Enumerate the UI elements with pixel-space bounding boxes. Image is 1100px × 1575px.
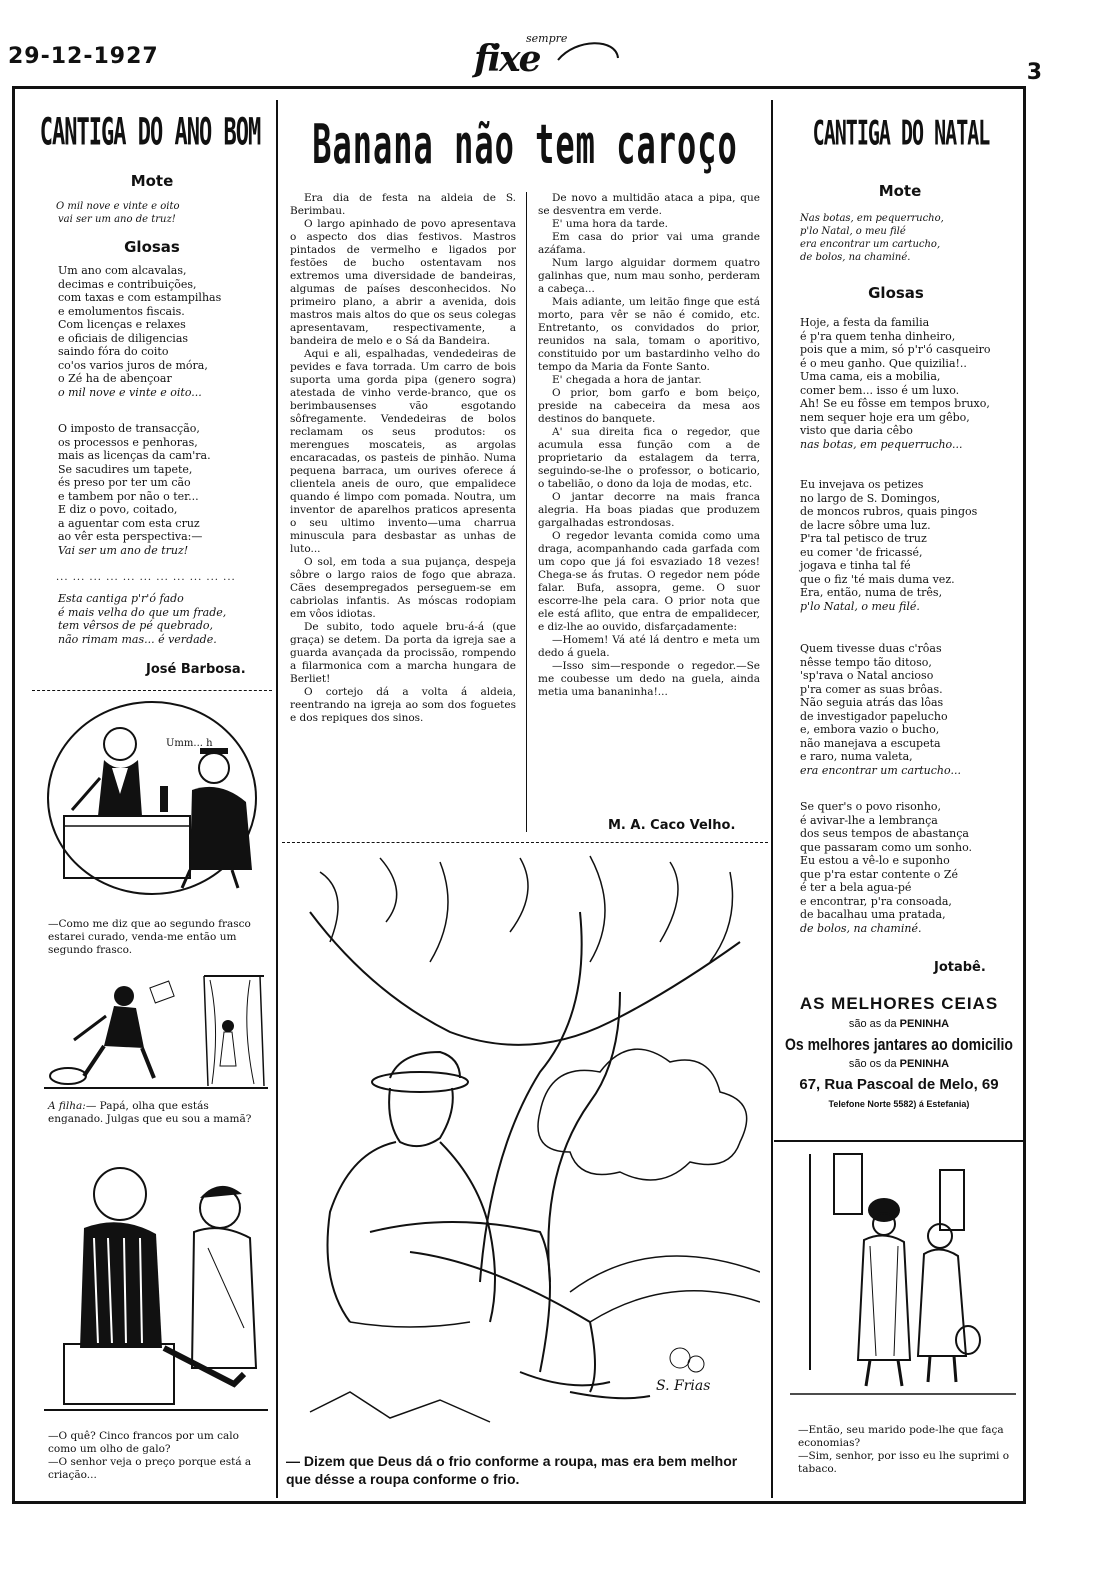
verse-line: que passaram como um sonho. (800, 840, 973, 854)
verse-line: era encontrar um cartucho... (800, 763, 961, 777)
verse-line: p'lo Natal, o meu filé. (800, 599, 920, 613)
article-paragraph: Num largo alguidar dormem quatro galinhas que, num mau sonho, perderam a cabeça... (538, 257, 760, 295)
verse-line: pois que a mim, só p'r'ó casqueiro (800, 343, 991, 356)
right-stanza-2 (800, 478, 1016, 613)
verse-line: não rimam mas... é verdade. (58, 632, 217, 646)
right-glosas-heading: Glosas (868, 284, 924, 302)
article-paragraph: O prior, bom garfo e bom beiço, preside na cabeceira da mesa aos destinos do banquete. (538, 387, 760, 425)
ad-headline: AS MELHORES CEIAS (799, 994, 999, 1013)
article-paragraph: E' chegada a hora de jantar. (552, 374, 702, 386)
verse-line: e emolumentos fiscais. (58, 304, 185, 318)
verse-line: jogava e tinha tal fé (800, 559, 911, 572)
verse-line: nas botas, em pequerrucho... (800, 437, 963, 451)
article-paragraph: O sol, em toda a sua pujança, despeja sôbre o largo raios de fogo que abraza. Cães desempregados perseguem-se em cabriolas infantis. As móscas rodopiam em vôos idiotas. (290, 556, 516, 620)
verse-line: Se quer's o povo risonho, (800, 800, 942, 813)
verse-line: decimas e contribuições, (58, 277, 197, 291)
newspaper-logo (466, 32, 626, 80)
left-stanza-2 (58, 422, 270, 557)
verse-line: Era, então, numa de três, (800, 586, 943, 599)
verse-line: de bolos, na chaminé. (800, 921, 922, 935)
verse-line: no largo de S. Domingos, (800, 491, 941, 505)
column-rule-left (276, 100, 278, 1498)
left-divider (32, 690, 272, 693)
verse-line: visto que daria cêbo (800, 424, 913, 437)
verse-line: nêsse tempo tão ditoso, (800, 655, 932, 669)
article-paragraph: Mais adiante, um leitão finge que está morto, para vêr se não é comido, etc. Entretanto, os convidados do prior, reunidos na sala, tomam o aporitivo, constituido por um bastardinho velho do tempo da Maria da Fonte Santo. (538, 296, 760, 373)
left-stanza-1 (58, 264, 270, 399)
left-author: José Barbosa. (146, 662, 246, 677)
article-column-2 (538, 192, 760, 699)
verse-line: que o fiz 'té mais duma vez. (800, 572, 955, 586)
caption-speaker: A filha: (48, 1100, 86, 1112)
man-under-tree-illustration (290, 852, 760, 1442)
verse-line: Um ano com alcavalas, (58, 264, 187, 277)
logo-swash-icon (466, 32, 626, 76)
logo-wordmark: fixe (474, 38, 540, 80)
mote-line: de bolos, na chaminé. (800, 252, 911, 263)
verse-line: Com licenças e relaxes (58, 318, 186, 331)
cartoon-cold-man (290, 852, 760, 1442)
article-paragraph: —Homem! Vá até lá dentro e meta um dedo á guela. (538, 634, 760, 659)
caption-line: —Sim, senhor, por isso eu lhe suprimi o tabaco. (798, 1450, 1010, 1475)
verse-line: o Zé ha de abençoar (58, 372, 172, 385)
verse-line: dos seus tempos de abastança (800, 827, 969, 840)
article-paragraph: Em casa do prior vai uma grande azáfama. (538, 231, 760, 256)
article-paragraph: E' uma hora da tarde. (552, 218, 668, 230)
article-paragraph: —Isso sim—responde o regedor.—Se me coubesse um dedo na guela, ainda metia uma bananinha!... (538, 660, 760, 698)
article-paragraph: Era dia de festa na aldeia de S. Berimbau. (290, 192, 516, 217)
verse-line: de bacalhau uma pratada, (800, 908, 946, 921)
left-title: CANTIGA DO ANO BOM (39, 112, 261, 155)
article-paragraph: Aqui e ali, espalhadas, vendedeiras de pevides e fava torrada. Um carro de bois suporta uma gorda pipa (genero sogra) atestada de vinho verde-branco, que os berimbausenses vão esgotando sôfregamente. Vendedeiras de bolos reclamam os seus produtos: os merengues moscateis, as argolas encaracadas, os pasteis de pinhão. Numa pequena barraca, um ourives oferece á clientela aneis de ouro, que empalidece quando é limpo com pomada. Noutra, um inventor de aparelhos praticos apresenta o seu ultimo invento—uma charrua minuscula para desbastar as unhas de luto... (290, 348, 516, 555)
verse-line: é avivar-lhe a lembrança (800, 813, 938, 827)
verse-line: Eu estou a vê-lo e suponho (800, 854, 950, 867)
verse-line: os processos e penhoras, (58, 435, 198, 449)
verse-line: Não seguia atrás das lôas (800, 696, 944, 709)
verse-line: comer bem... isso é um luxo. (800, 383, 960, 397)
caption-line: —O senhor veja o preço porque está a criação... (48, 1456, 252, 1481)
article-author: M. A. Caco Velho. (608, 818, 736, 833)
right-caption (798, 1424, 1014, 1476)
left-mote-heading: Mote (130, 172, 174, 190)
mote-line: p'lo Natal, o meu filé (800, 226, 906, 237)
right-stanza-3 (800, 642, 1016, 777)
ad-text: são os da (848, 1058, 900, 1070)
page-number: 3 (1026, 60, 1042, 85)
right-divider (774, 1140, 1024, 1142)
verse-line: e, embora vazio o bucho, (800, 723, 940, 736)
verse-line: eu comer 'de fricassé, (800, 545, 923, 559)
article-paragraph: O cortejo dá a volta á aldeia, reentrando na igreja ao som dos foguetes e dos repiques dos sinos. (290, 686, 516, 724)
bedroom-scene-illustration (44, 966, 268, 1092)
verse-line: e encontrar, p'ra consoada, (800, 894, 952, 908)
verse-line: Hoje, a festa da familia (800, 316, 930, 329)
issue-date: 29-12-1927 (8, 44, 159, 69)
verse-line: saindo fóra do coito (58, 345, 169, 358)
ad-telephone: Telefone Norte 5582) á Estefania) (828, 1099, 970, 1109)
verse-line: Quem tivesse duas c'rôas (800, 642, 942, 655)
verse-line: és preso por ter um cão (58, 476, 191, 489)
verse-line: a aguentar com esta cruz (58, 516, 200, 530)
shop-counter-illustration (42, 698, 262, 898)
article-column-rule (526, 192, 527, 832)
verse-line: é o meu ganho. Que quizilia!.. (800, 356, 967, 370)
verse-line: 'sp'rava o Natal ancioso (800, 669, 934, 682)
verse-line: p'ra comer as suas brôas. (800, 682, 943, 696)
article-paragraph: De novo a multidão ataca a pipa, que se desventra em verde. (538, 192, 760, 217)
verse-line: com taxas e com estampilhas (58, 291, 222, 304)
cartoon-shop-counter (42, 698, 262, 898)
verse-line: e tambem por não o ter... (58, 489, 199, 503)
center-caption: — Dizem que Deus dá o frio conforme a roupa, mas era bem melhor que désse a roupa conforme o frio. (286, 1453, 738, 1487)
verse-line: de lacre sôbre uma luz. (800, 518, 931, 532)
cartoon-couple-street (790, 1150, 1016, 1412)
left-caption-1: —Como me diz que ao segundo frasco estarei curado, venda-me então um segundo frasco. (48, 918, 251, 956)
verse-line: Eu invejava os petizes (800, 478, 924, 491)
right-title: CANTIGA DO NATAL (812, 112, 990, 153)
verse-line: Uma cama, eis a mobilia, (800, 370, 941, 383)
logo-tagline: sempre (526, 32, 568, 45)
right-stanza-1 (800, 316, 1016, 451)
article-paragraph: A' sua direita fica o regedor, que acumula essa função com a de proprietario da estalagem da terra, seguindo-se-lhe o professor, o boticario, o tabelião, o dono da loja de modas, etc. (538, 426, 760, 490)
cartoon-mistaken-daughter (44, 966, 268, 1092)
article-paragraph: O jantar decorre na mais franca alegria. Ha boas piadas que produzem gargalhadas estrondosas. (538, 491, 760, 529)
ad-brand: PENINHA (899, 1058, 950, 1070)
verse-line: ao vêr esta perspectiva:— (58, 530, 203, 543)
verse-line: de moncos rubros, quais pingos (800, 505, 978, 518)
verse-line: E diz o povo, coitado, (58, 503, 178, 516)
verse-line: de investigador papelucho (800, 709, 948, 723)
verse-line: co'os varios juros de móra, (58, 358, 208, 372)
cartoon-speech: Umm... h (166, 738, 213, 749)
caption-line: —Então, seu marido pode-lhe que faça economias? (798, 1424, 1004, 1449)
center-title: Banana não tem caroço (312, 112, 738, 177)
right-mote-heading: Mote (878, 182, 922, 200)
verse-line: e raro, numa valeta, (800, 750, 913, 763)
ad-text: são as da (848, 1018, 900, 1030)
verse-line: Se sacudires um tapete, (58, 462, 193, 476)
left-caption-3 (48, 1430, 264, 1482)
verse-line: que p'ra estar contente o Zé (800, 867, 958, 881)
verse-line: é mais velha do que um frade, (58, 605, 227, 619)
verse-line: mais as licenças da cam'ra. (58, 449, 211, 462)
mote-line: vai ser um ano de truz! (58, 214, 176, 225)
column-rule-right (771, 100, 773, 1498)
left-stanza-3 (58, 592, 270, 646)
verse-line: O imposto de transacção, (58, 422, 200, 435)
verse-line: tem vêrsos de pé quebrado, (58, 619, 213, 632)
verse-line: Esta cantiga p'r'ó fado (58, 592, 184, 605)
left-caption-2 (48, 1100, 264, 1126)
peninha-advert (774, 990, 1024, 1138)
left-glosas-heading: Glosas (124, 238, 180, 256)
verse-line: não manejava a escupeta (800, 736, 941, 750)
ad-address: 67, Rua Pascoal de Melo, 69 (799, 1076, 999, 1093)
right-stanza-4 (800, 800, 1016, 935)
chiropodist-illustration (44, 1148, 268, 1416)
verse-line: e oficiais de diligencias (58, 331, 189, 345)
left-mote (56, 200, 266, 226)
left-dots-divider: ... ... ... ... ... ... ... ... ... ... ... (56, 572, 236, 583)
verse-line: Vai ser um ano de truz! (58, 543, 189, 557)
mote-line: O mil nove e vinte e oito (56, 201, 180, 212)
verse-line: é ter a bela agua-pé (800, 881, 912, 894)
mote-line: Nas botas, em pequerrucho, (800, 213, 944, 224)
article-paragraph: De subito, todo aquele bru-á-á (que graça) se detem. Da porta da igreja sae a guarda avançada da procissão, rompendo a filarmonica com a marcha hungara de Berliet! (290, 621, 516, 685)
right-mote (800, 212, 1016, 264)
ad-brand: PENINHA (899, 1018, 950, 1030)
cartoon-corn-doctor (44, 1148, 268, 1416)
verse-line: o mil nove e vinte e oito... (58, 385, 202, 399)
article-paragraph: O largo apinhado de povo apresentava o aspecto dos dias festivos. Mastros pintados de vermelho e ligados por festões de bucho ostentavam nos extremos uma diversidade de bandeiras, algumas de países desconhecidos. No primeiro plano, a abrir a avenida, dois mastros mais altos do que os seus colegas apresentavam, respectivamente, a bandeira de melo e o Sá da Bandeira. (290, 218, 516, 347)
right-author: Jotabê. (934, 960, 986, 975)
center-divider (282, 842, 768, 845)
caption-text: — Papá, olha que estás enganado. Julgas que eu sou a mamã? (48, 1100, 252, 1125)
caption-line: —O quê? Cinco francos por um calo como um olho de galo? (48, 1430, 239, 1455)
ad-subheadline: Os melhores jantares ao domicilio (785, 1034, 1013, 1054)
couple-illustration (790, 1150, 1016, 1412)
verse-line: Ah! Se eu fôsse em tempos bruxo, (800, 397, 990, 410)
mote-line: era encontrar um cartucho, (800, 239, 941, 250)
verse-line: P'ra tal petisco de truz (800, 532, 927, 545)
artist-signature: S. Frias (656, 1378, 711, 1394)
verse-line: nem sequer hoje era um gêbo, (800, 410, 970, 424)
article-column-1 (290, 192, 516, 725)
article-paragraph: O regedor levanta comida como uma draga, acompanhando cada garfada com um copo que já foi esvaziado 18 vezes! Chega-se ás frutas. O regedor nem póde falar. Bufa, assopra, geme. O suor escorre-lhe pela cara. O prior nota que ele está aflito, que entra de empalidecer, e diz-lhe ao ouvido, disfarçadamente: (538, 530, 760, 633)
verse-line: é p'ra quem tenha dinheiro, (800, 329, 956, 343)
